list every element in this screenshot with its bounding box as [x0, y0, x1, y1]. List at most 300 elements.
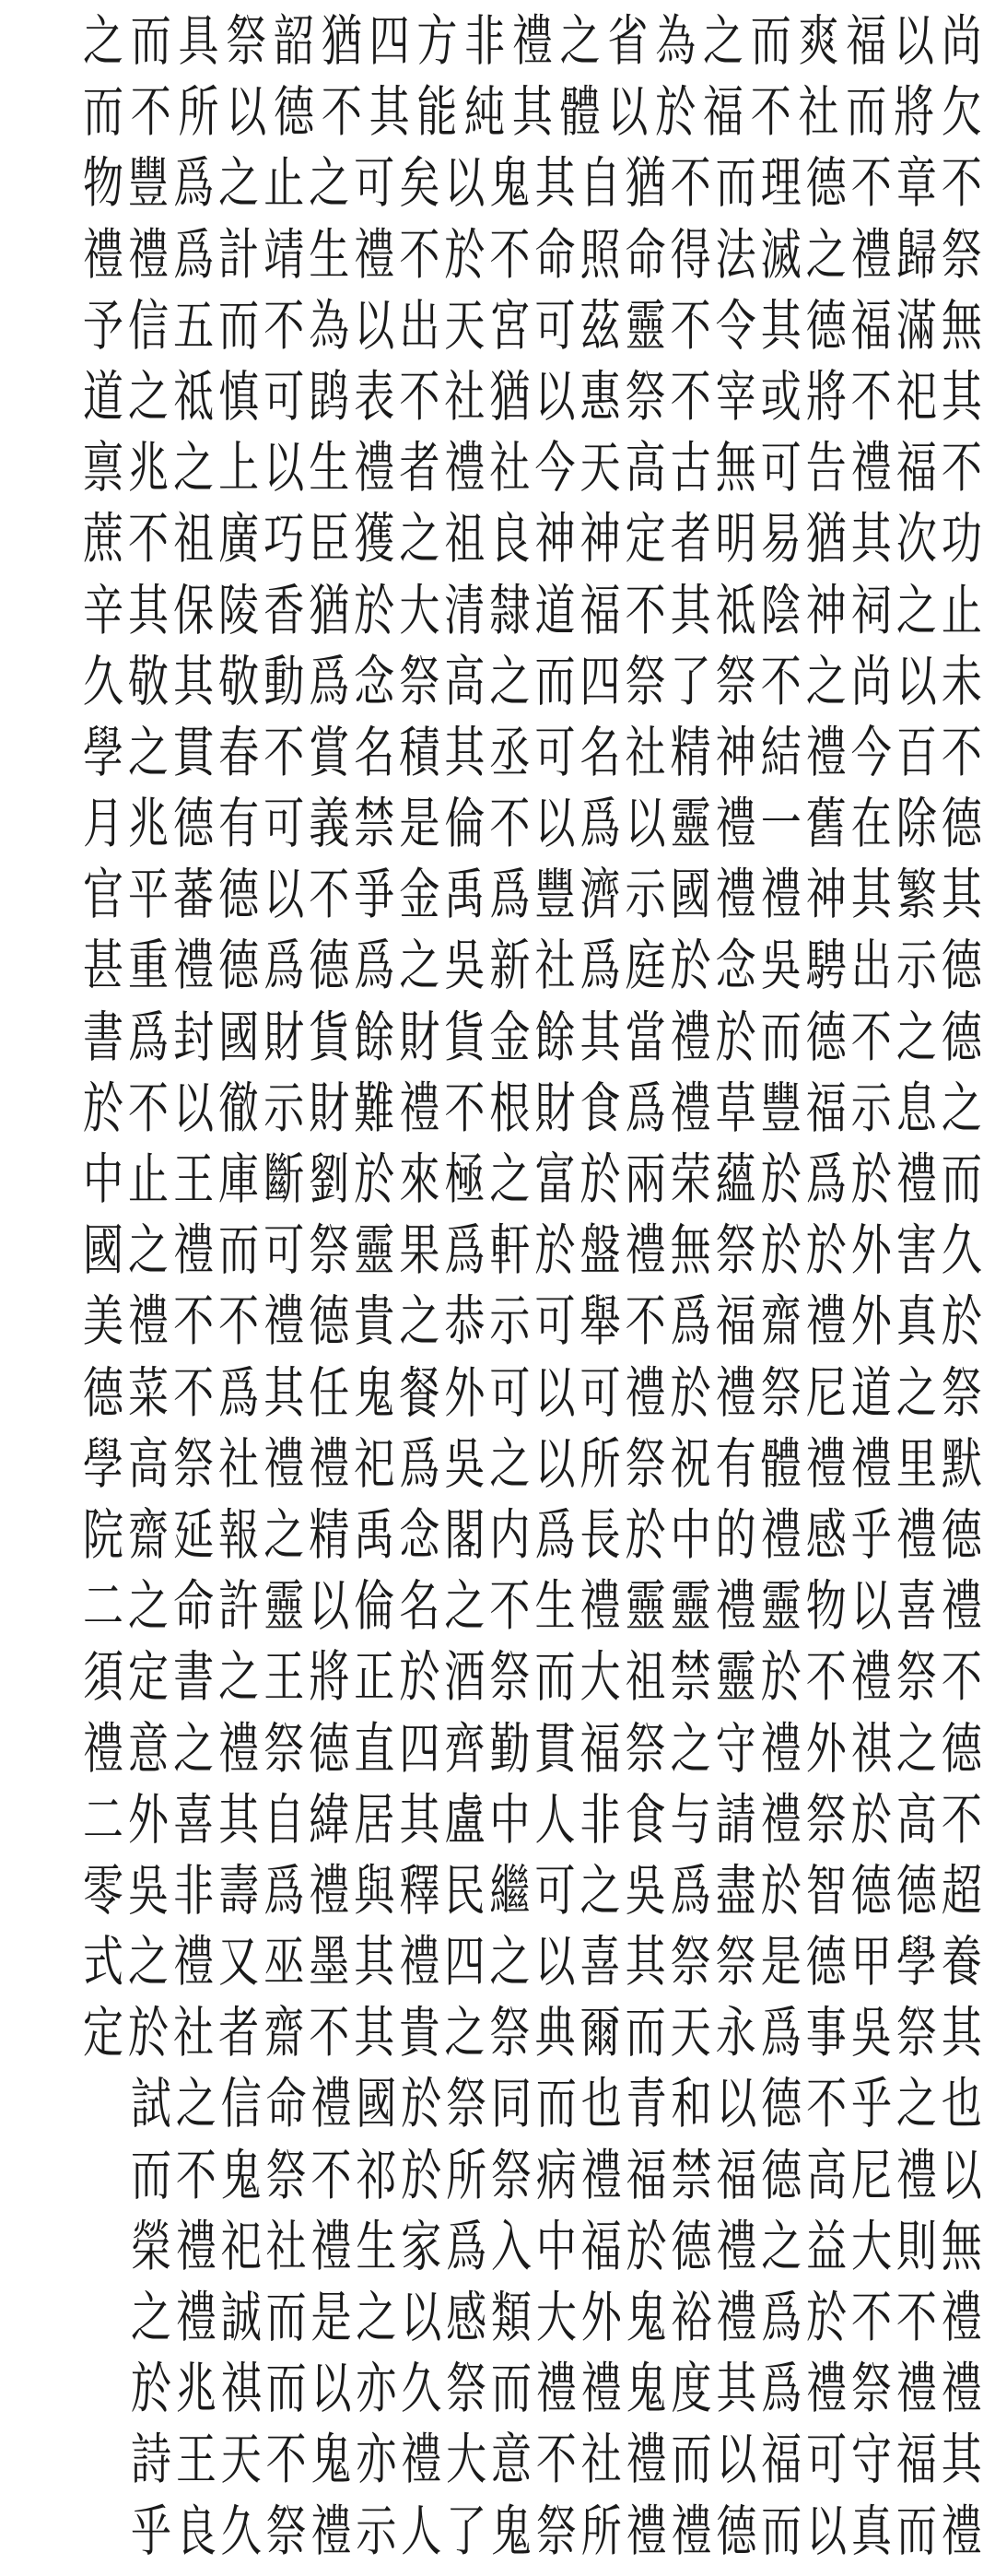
- seal-glyph: 者: [399, 437, 440, 500]
- seal-glyph: 王: [175, 2429, 217, 2493]
- seal-glyph: 事: [805, 2002, 847, 2065]
- seal-glyph: 禮: [173, 1219, 215, 1283]
- seal-glyph: 有: [218, 792, 260, 856]
- seal-glyph: 而: [941, 1147, 982, 1212]
- seal-glyph: 禮: [850, 223, 892, 288]
- seal-glyph: 靈: [670, 1575, 711, 1639]
- seal-glyph: 之: [805, 223, 847, 288]
- seal-glyph: 祭: [625, 1432, 666, 1497]
- text-row: [81, 11, 984, 74]
- seal-glyph: 禮: [626, 2500, 667, 2564]
- seal-glyph: 甲: [850, 1930, 892, 1994]
- seal-glyph: 類: [491, 2286, 532, 2350]
- seal-glyph: 甚: [83, 935, 123, 999]
- seal-glyph: 大: [579, 1646, 621, 1711]
- seal-glyph: 其: [369, 81, 410, 145]
- seal-glyph: 中: [83, 1147, 123, 1212]
- seal-glyph: 以: [850, 1575, 892, 1639]
- seal-glyph: 祭: [309, 1219, 350, 1283]
- seal-glyph: 乎: [850, 1503, 892, 1568]
- seal-glyph: 靈: [354, 1219, 395, 1283]
- seal-glyph: 以: [310, 2358, 352, 2421]
- text-row: [81, 1647, 984, 1710]
- seal-glyph: 亦: [356, 2358, 397, 2421]
- text-row: [81, 1078, 984, 1141]
- seal-glyph: 以: [401, 2286, 442, 2350]
- seal-glyph: 生: [309, 223, 350, 288]
- seal-glyph: 德: [309, 935, 350, 999]
- seal-glyph: 而: [534, 1646, 576, 1711]
- seal-glyph: 祭: [535, 2500, 577, 2564]
- seal-glyph: 禮: [128, 1290, 170, 1355]
- seal-glyph: 之: [670, 1717, 711, 1782]
- seal-glyph: 鬼: [626, 2358, 667, 2421]
- seal-glyph: 靈: [760, 1575, 802, 1639]
- seal-glyph: 其: [850, 508, 892, 572]
- seal-glyph: 能: [416, 81, 458, 145]
- seal-glyph: 自: [263, 1788, 305, 1853]
- seal-glyph: 禮: [670, 1006, 711, 1070]
- seal-glyph: 而: [715, 152, 756, 217]
- seal-glyph: 齋: [760, 1290, 802, 1355]
- seal-glyph: 生: [534, 1575, 576, 1639]
- seal-glyph: 爲: [218, 1361, 260, 1426]
- seal-glyph: 禮: [715, 792, 756, 856]
- seal-glyph: 餘: [354, 1006, 395, 1070]
- seal-glyph: 結: [760, 721, 802, 785]
- seal-glyph: 矣: [399, 152, 440, 217]
- seal-glyph: 而: [896, 2500, 937, 2564]
- seal-glyph: 濟: [579, 864, 621, 927]
- seal-glyph: 害: [896, 1219, 937, 1283]
- seal-glyph: 所: [579, 1432, 621, 1497]
- seal-glyph: 貴: [354, 1290, 395, 1355]
- seal-glyph: 禮: [218, 1717, 260, 1782]
- seal-glyph: 不: [941, 437, 982, 500]
- seal-glyph: 祭: [489, 2002, 531, 2065]
- seal-glyph: 於: [626, 2215, 667, 2279]
- seal-glyph: 禮: [715, 1575, 756, 1639]
- seal-glyph: 平: [128, 864, 170, 927]
- seal-glyph: 禮: [805, 1290, 847, 1355]
- seal-glyph: 禁: [354, 792, 395, 856]
- seal-glyph: 德: [716, 2500, 757, 2564]
- seal-glyph: 高: [896, 1788, 937, 1853]
- seal-glyph: 德: [218, 864, 260, 927]
- text-row: [81, 153, 984, 216]
- seal-glyph: 也: [941, 2073, 982, 2137]
- seal-glyph: 其: [670, 579, 711, 643]
- seal-glyph: 國: [356, 2073, 397, 2137]
- seal-glyph: 德: [761, 2073, 802, 2137]
- seal-glyph: 繁: [896, 864, 937, 927]
- seal-glyph: 外: [850, 1219, 892, 1283]
- seal-glyph: 所: [580, 2500, 622, 2564]
- seal-glyph: 不: [309, 864, 350, 927]
- seal-glyph: 德: [896, 1859, 937, 1923]
- seal-glyph: 其: [941, 365, 982, 429]
- seal-glyph: 良: [489, 508, 531, 572]
- seal-glyph: 禮: [896, 2144, 937, 2208]
- seal-glyph: 非: [579, 1788, 621, 1853]
- seal-glyph: 滅: [760, 223, 802, 288]
- seal-glyph: 之: [489, 1930, 531, 1994]
- seal-glyph: 信: [220, 2073, 262, 2137]
- text-row: [81, 1719, 984, 1782]
- seal-glyph: 社: [444, 365, 486, 429]
- seal-glyph: 靈: [715, 1646, 756, 1711]
- seal-glyph: 美: [83, 1290, 123, 1355]
- seal-glyph: 福: [580, 2215, 622, 2279]
- seal-glyph: 德: [850, 1859, 892, 1923]
- seal-glyph: 食: [579, 1076, 621, 1141]
- seal-glyph: 福: [579, 579, 621, 643]
- seal-glyph: 吳: [128, 1859, 170, 1923]
- seal-glyph: 墨: [309, 1930, 350, 1994]
- seal-glyph: 之: [83, 9, 123, 74]
- seal-glyph: 以: [625, 792, 666, 856]
- seal-glyph: 禮: [263, 1432, 305, 1497]
- seal-glyph: 爲: [761, 2286, 802, 2350]
- seal-glyph: 零: [83, 1859, 123, 1923]
- seal-glyph: 福: [896, 437, 937, 500]
- seal-glyph: 德: [309, 1290, 350, 1355]
- seal-glyph: 鬼: [354, 1361, 395, 1426]
- seal-glyph: 喜: [579, 1930, 621, 1994]
- seal-glyph: 以: [941, 2144, 982, 2208]
- seal-glyph: 祭: [851, 2358, 892, 2421]
- seal-glyph: 將: [805, 365, 847, 429]
- seal-glyph: 鬼: [491, 2500, 532, 2564]
- seal-glyph: 之: [356, 2286, 397, 2350]
- seal-glyph: 祭: [265, 2500, 307, 2564]
- seal-glyph: 福: [850, 294, 892, 359]
- seal-glyph: 積: [399, 721, 440, 785]
- seal-glyph: 德: [941, 792, 982, 856]
- seal-glyph: 禮: [670, 1076, 711, 1141]
- seal-glyph: 禮: [716, 2215, 757, 2279]
- seal-glyph: 之: [896, 2073, 937, 2137]
- seal-glyph: 四: [579, 650, 621, 714]
- seal-glyph: 神: [715, 721, 756, 785]
- seal-glyph: 於: [83, 1076, 123, 1141]
- seal-glyph: 不: [625, 579, 666, 643]
- seal-glyph: 祭: [399, 650, 440, 714]
- seal-glyph: 貨: [309, 1006, 350, 1070]
- seal-glyph: 不: [310, 2144, 352, 2208]
- seal-glyph: 之: [173, 1717, 215, 1782]
- seal-glyph: 之: [489, 1432, 531, 1497]
- seal-glyph: 不: [805, 1646, 847, 1711]
- seal-glyph: 兆: [128, 792, 170, 856]
- seal-glyph: 其: [941, 2429, 982, 2493]
- seal-glyph: 於: [534, 1219, 576, 1283]
- seal-glyph: 福: [626, 2144, 667, 2208]
- seal-glyph: 不: [175, 2144, 217, 2208]
- seal-glyph: 止: [941, 579, 982, 643]
- seal-glyph: 高: [625, 437, 666, 500]
- seal-glyph: 了: [670, 650, 711, 714]
- seal-glyph: 須: [83, 1646, 123, 1711]
- seal-glyph: 爲: [761, 2358, 802, 2421]
- seal-glyph: 意: [128, 1717, 170, 1782]
- seal-glyph: 其: [579, 1006, 621, 1070]
- seal-glyph: 其: [399, 1788, 440, 1853]
- seal-glyph: 以: [716, 2073, 757, 2137]
- seal-glyph: 祭: [625, 1717, 666, 1782]
- seal-glyph: 於: [760, 1859, 802, 1923]
- seal-glyph: 信: [128, 294, 170, 359]
- seal-glyph: 廣: [218, 508, 260, 572]
- seal-glyph: 吳: [760, 935, 802, 999]
- seal-glyph: 將: [894, 81, 935, 145]
- seal-glyph: 之: [896, 1361, 937, 1426]
- seal-glyph: 是: [760, 1930, 802, 1994]
- seal-glyph: 出: [850, 935, 892, 999]
- seal-glyph: 猶: [309, 579, 350, 643]
- seal-glyph: 釋: [399, 1859, 440, 1923]
- seal-glyph: 禀: [83, 437, 123, 500]
- seal-glyph: 於: [625, 1503, 666, 1568]
- seal-glyph: 其: [625, 1930, 666, 1994]
- seal-glyph: 祭: [489, 1646, 531, 1711]
- seal-glyph: 可: [579, 1361, 621, 1426]
- seal-glyph: 四: [399, 1717, 440, 1782]
- seal-glyph: 體: [559, 81, 601, 145]
- seal-glyph: 猶: [489, 365, 531, 429]
- seal-glyph: 禮: [716, 2286, 757, 2350]
- seal-glyph: 可: [534, 1290, 576, 1355]
- seal-glyph: 慎: [218, 365, 260, 429]
- seal-glyph: 不: [941, 721, 982, 785]
- seal-glyph: 不: [806, 2073, 848, 2137]
- seal-glyph: 獲: [354, 508, 395, 572]
- seal-glyph: 禮: [354, 437, 395, 500]
- seal-glyph: 禮: [896, 1503, 937, 1568]
- seal-glyph: 學: [896, 1930, 937, 1994]
- seal-glyph: 舉: [579, 1290, 621, 1355]
- seal-glyph: 度: [671, 2358, 712, 2421]
- seal-glyph: 貨: [444, 1006, 486, 1070]
- seal-glyph: 豐: [760, 1076, 802, 1141]
- seal-glyph: 可: [263, 1219, 305, 1283]
- seal-glyph: 禮: [535, 2358, 577, 2421]
- seal-glyph: 吳: [444, 1432, 486, 1497]
- seal-glyph: 祖: [625, 1646, 666, 1711]
- seal-glyph: 古: [670, 437, 711, 500]
- seal-glyph: 庫: [218, 1147, 260, 1212]
- seal-glyph: 之: [805, 650, 847, 714]
- seal-glyph: 非: [173, 1859, 215, 1923]
- seal-glyph: 其: [511, 81, 553, 145]
- seal-glyph: 之: [896, 579, 937, 643]
- text-row: [81, 2501, 984, 2564]
- seal-glyph: 真: [851, 2500, 892, 2564]
- seal-glyph: 禮: [760, 1503, 802, 1568]
- seal-glyph: 爲: [173, 223, 215, 288]
- seal-glyph: 同: [491, 2073, 532, 2137]
- seal-glyph: 病: [535, 2144, 577, 2208]
- seal-glyph: 可: [354, 152, 395, 217]
- seal-glyph: 之: [761, 2215, 802, 2279]
- seal-glyph: 則: [896, 2215, 937, 2279]
- seal-glyph: 猶: [805, 508, 847, 572]
- seal-glyph: 倫: [444, 792, 486, 856]
- seal-glyph: 禮: [850, 1432, 892, 1497]
- seal-glyph: 祭: [941, 1361, 982, 1426]
- seal-glyph: 者: [670, 508, 711, 572]
- seal-glyph: 示: [489, 1290, 531, 1355]
- seal-glyph: 祭: [896, 2002, 937, 2065]
- seal-glyph: 得: [670, 223, 711, 288]
- seal-glyph: 非: [464, 9, 506, 74]
- seal-glyph: 禮: [941, 2500, 982, 2564]
- seal-glyph: 祺: [220, 2358, 262, 2421]
- seal-glyph: 豐: [128, 152, 170, 217]
- seal-glyph: 禁: [671, 2144, 712, 2208]
- seal-glyph: 家: [401, 2215, 442, 2279]
- seal-glyph: 丞: [489, 721, 531, 785]
- seal-glyph: 義: [309, 792, 350, 856]
- seal-glyph: 豐: [534, 864, 576, 927]
- seal-glyph: 命: [265, 2073, 307, 2137]
- seal-glyph: 告: [805, 437, 847, 500]
- seal-glyph: 以: [534, 792, 576, 856]
- seal-glyph: 吳: [850, 2002, 892, 2065]
- seal-glyph: 惠: [579, 365, 621, 429]
- seal-glyph: 示: [263, 1076, 305, 1141]
- seal-glyph: 可: [263, 792, 305, 856]
- seal-glyph: 可: [534, 294, 576, 359]
- seal-glyph: 之: [128, 365, 170, 429]
- seal-glyph: 禮: [896, 2358, 937, 2421]
- seal-glyph: 祭: [625, 365, 666, 429]
- text-row: [81, 82, 984, 145]
- seal-glyph: 福: [761, 2429, 802, 2493]
- seal-glyph: 爲: [263, 935, 305, 999]
- seal-glyph: 而: [265, 2358, 307, 2421]
- seal-glyph: 除: [896, 792, 937, 856]
- seal-glyph: 四: [444, 1930, 486, 1994]
- seal-glyph: 高: [128, 1432, 170, 1497]
- seal-glyph: 封: [173, 1006, 215, 1070]
- seal-glyph: 鬼: [310, 2429, 352, 2493]
- seal-glyph: 自: [579, 152, 621, 217]
- seal-glyph: 於: [850, 1788, 892, 1853]
- seal-glyph: 以: [534, 1930, 576, 1994]
- seal-glyph: 章: [896, 152, 937, 217]
- seal-glyph: 德: [805, 1930, 847, 1994]
- seal-glyph: 民: [444, 1859, 486, 1923]
- seal-glyph: 上: [218, 437, 260, 500]
- seal-glyph: 之: [941, 1076, 982, 1141]
- seal-glyph: 靈: [625, 294, 666, 359]
- seal-glyph: 來: [399, 1147, 440, 1212]
- seal-glyph: 於: [670, 1361, 711, 1426]
- seal-glyph: 明: [715, 508, 756, 572]
- seal-glyph: 禮: [310, 2215, 352, 2279]
- seal-glyph: 今: [850, 721, 892, 785]
- seal-glyph: 其: [263, 1361, 305, 1426]
- seal-glyph: 福: [715, 1290, 756, 1355]
- seal-glyph: 爲: [579, 792, 621, 856]
- text-row: [81, 2358, 984, 2421]
- seal-glyph: 以: [607, 81, 649, 145]
- seal-glyph: 果: [399, 1219, 440, 1283]
- seal-glyph: 大: [399, 579, 440, 643]
- seal-glyph: 清: [444, 579, 486, 643]
- seal-glyph: 國: [83, 1219, 123, 1283]
- seal-glyph: 五: [173, 294, 215, 359]
- seal-glyph: 福: [716, 2144, 757, 2208]
- seal-glyph: 禮: [580, 2144, 622, 2208]
- seal-glyph: 保: [173, 579, 215, 643]
- seal-glyph: 恭: [444, 1290, 486, 1355]
- seal-glyph: 蕃: [173, 864, 215, 927]
- seal-glyph: 社: [489, 437, 531, 500]
- seal-glyph: 書: [83, 1006, 123, 1070]
- seal-glyph: 不: [489, 1575, 531, 1639]
- seal-glyph: 不: [173, 1290, 215, 1355]
- seal-glyph: 不: [263, 294, 305, 359]
- seal-glyph: 欠: [941, 81, 982, 145]
- seal-glyph: 於: [760, 1219, 802, 1283]
- seal-glyph: 中: [670, 1503, 711, 1568]
- seal-glyph: 金: [399, 864, 440, 927]
- seal-glyph: 是: [310, 2286, 352, 2350]
- text-row: [81, 1434, 984, 1497]
- seal-glyph: 爭: [354, 864, 395, 927]
- seal-glyph: 次: [896, 508, 937, 572]
- seal-glyph: 其: [444, 721, 486, 785]
- seal-glyph: 之: [263, 1503, 305, 1568]
- seal-glyph: 祭: [670, 1930, 711, 1994]
- seal-glyph: 國: [218, 1006, 260, 1070]
- seal-glyph: 不: [850, 365, 892, 429]
- seal-glyph: 神: [805, 579, 847, 643]
- seal-glyph: 純: [464, 81, 506, 145]
- seal-glyph: 精: [670, 721, 711, 785]
- seal-glyph: 祖: [444, 508, 486, 572]
- seal-glyph: 禹: [354, 1503, 395, 1568]
- seal-glyph: 之: [175, 2073, 217, 2137]
- seal-glyph: 祭: [446, 2358, 487, 2421]
- seal-glyph: 不: [896, 2286, 937, 2350]
- seal-glyph: 不: [399, 223, 440, 288]
- seal-glyph: 道: [83, 365, 123, 429]
- seal-glyph: 德: [761, 2144, 802, 2208]
- seal-glyph: 者: [218, 2002, 260, 2065]
- seal-glyph: 爲: [534, 1503, 576, 1568]
- seal-glyph: 無: [715, 437, 756, 500]
- seal-glyph: 爲: [444, 1219, 486, 1283]
- seal-glyph: 尚: [850, 650, 892, 714]
- seal-glyph: 天: [670, 2002, 711, 2065]
- seal-glyph: 不: [625, 1290, 666, 1355]
- seal-glyph: 國: [670, 864, 711, 927]
- seal-glyph: 予: [83, 294, 123, 359]
- seal-glyph: 禮: [399, 1930, 440, 1994]
- seal-glyph: 陰: [760, 579, 802, 643]
- seal-glyph: 之: [131, 2286, 171, 2350]
- seal-glyph: 之: [128, 1575, 170, 1639]
- seal-glyph: 詩: [131, 2429, 171, 2493]
- seal-glyph: 不: [399, 365, 440, 429]
- seal-glyph: 精: [309, 1503, 350, 1568]
- seal-glyph: 内: [489, 1503, 531, 1568]
- seal-glyph: 禮: [941, 2286, 982, 2350]
- seal-glyph: 禁: [670, 1646, 711, 1711]
